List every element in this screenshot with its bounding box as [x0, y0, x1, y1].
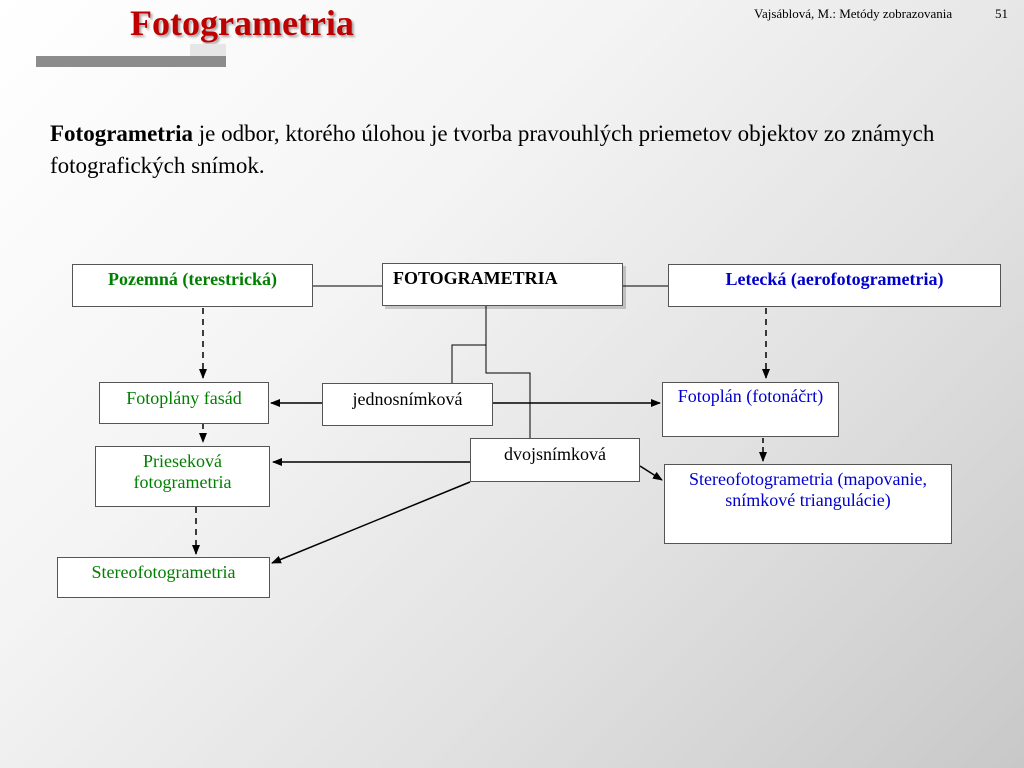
right-branch-label: Letecká (aerofotogrametria)	[725, 269, 944, 289]
root-box: FOTOGRAMETRIA	[382, 263, 623, 306]
right-item-stereophotogrammetry: Stereofotogrametria (mapovanie, snímkové triangulácie)	[664, 464, 952, 544]
page-number: 51	[995, 6, 1008, 21]
left-item-facade-photoplans: Fotoplány fasád	[99, 382, 269, 424]
intro-term: Fotogrametria	[50, 121, 194, 146]
slide-title: Fotogrametria	[130, 3, 354, 43]
right-branch-box	[668, 264, 1001, 307]
intro-text: je odbor, ktorého úlohou je tvorba pravouhlých priemetov objektov zo známych fotografických snímok.	[50, 121, 935, 178]
left-item-stereophotogrammetry: Stereofotogrametria	[57, 557, 270, 598]
left-item-intersection-photogrammetry: Prieseková fotogrametria	[95, 446, 270, 507]
double-image-box: dvojsnímková	[470, 438, 640, 482]
right-item-photoplan: Fotoplán (fotonáčrt)	[662, 382, 839, 437]
author-label: Vajsáblová, M.: Metódy zobrazovania	[754, 6, 953, 21]
single-image-box: jednosnímková	[322, 383, 493, 426]
left-branch-label: Pozemná (terestrická)	[107, 269, 278, 289]
left-branch-box	[72, 264, 313, 307]
